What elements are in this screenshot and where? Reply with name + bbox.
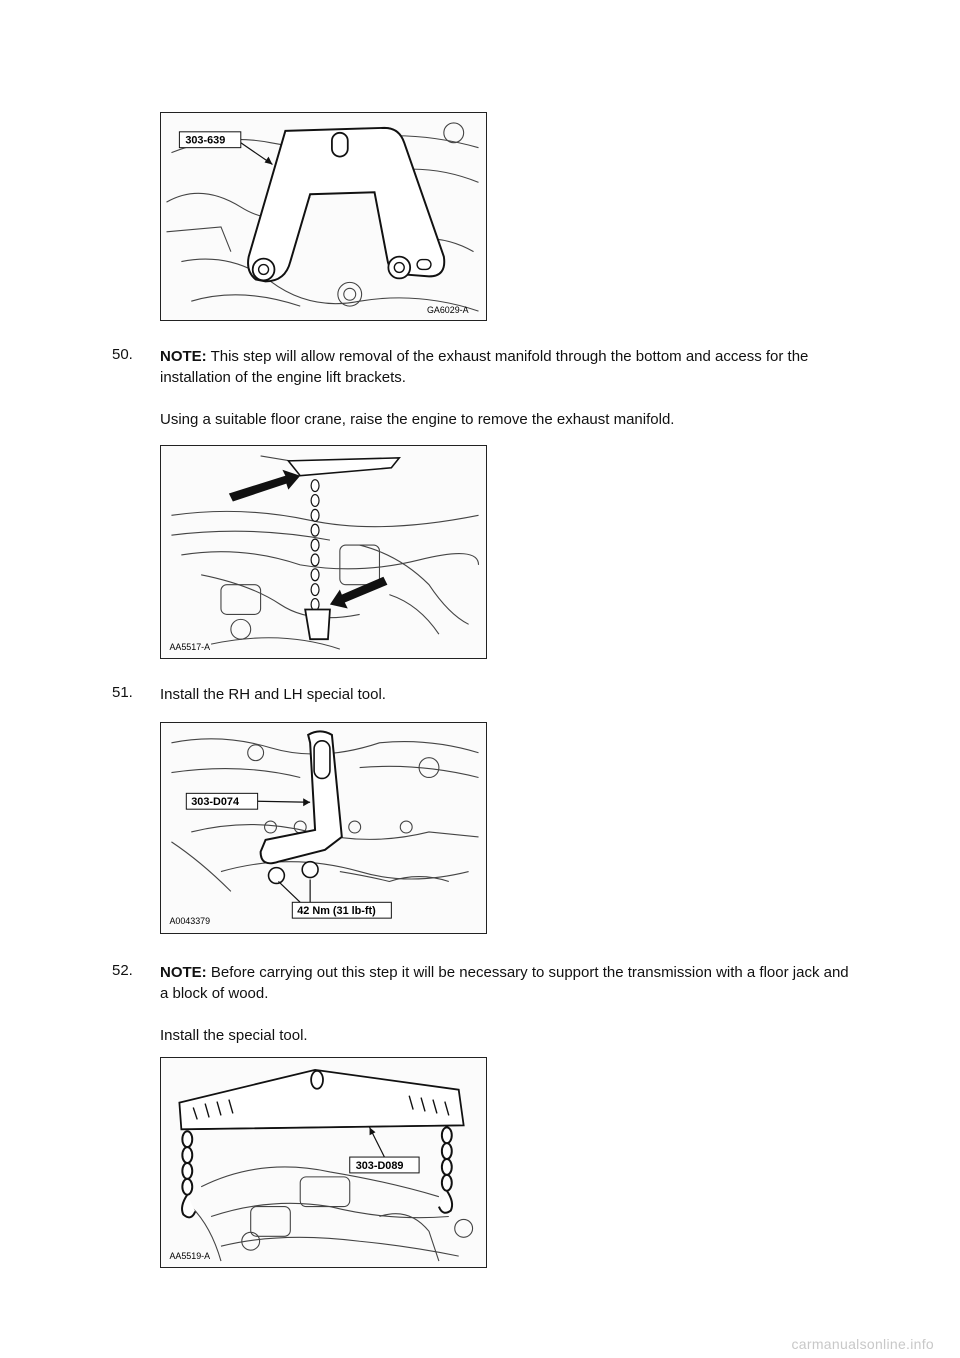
step-50-number: 50. xyxy=(112,346,133,363)
step-52-text: Install the special tool. xyxy=(160,1027,308,1044)
step-52-number: 52. xyxy=(112,962,133,979)
step-52-note-text: Before carrying out this step it will be necessary to support the transmission with a floor jack and a block of wood. xyxy=(160,964,849,1002)
step-51-number: 51. xyxy=(112,684,133,701)
watermark: carmanualsonline.info xyxy=(791,1336,934,1352)
figure-3-special-tool xyxy=(160,722,487,934)
figure-2-floor-crane xyxy=(160,445,487,659)
step-52-note xyxy=(160,962,860,1004)
step-51-text: Install the RH and LH special tool. xyxy=(160,686,386,703)
step-52-note-label: NOTE: xyxy=(160,964,207,981)
figure-4-illustration xyxy=(161,1058,486,1267)
figure-4-code: AA5519-A xyxy=(169,1251,211,1262)
figure-4-engine-support xyxy=(160,1057,487,1268)
figure-1-code: GA6029-A xyxy=(427,305,469,316)
figure-3-torque: 42 Nm (31 lb-ft) xyxy=(297,905,376,918)
figure-3-illustration xyxy=(161,723,486,933)
figure-3-callout: 303-D074 xyxy=(191,796,240,809)
step-50-note-text: This step will allow removal of the exhaust manifold through the bottom and access for the installation of the engine lift brackets. xyxy=(160,348,809,386)
figure-2-illustration xyxy=(161,446,486,658)
step-50-text: Using a suitable floor crane, raise the engine to remove the exhaust manifold. xyxy=(160,411,675,428)
figure-1-illustration xyxy=(161,113,486,320)
step-50-note-label: NOTE: xyxy=(160,348,207,365)
figure-1-callout: 303-639 xyxy=(185,134,226,147)
step-50-note xyxy=(160,346,860,388)
figure-3-code: A0043379 xyxy=(169,916,211,927)
figure-4-callout: 303-D089 xyxy=(355,1159,404,1172)
figure-2-code: AA5517-A xyxy=(169,642,211,653)
figure-1-lift-bracket xyxy=(160,112,487,321)
